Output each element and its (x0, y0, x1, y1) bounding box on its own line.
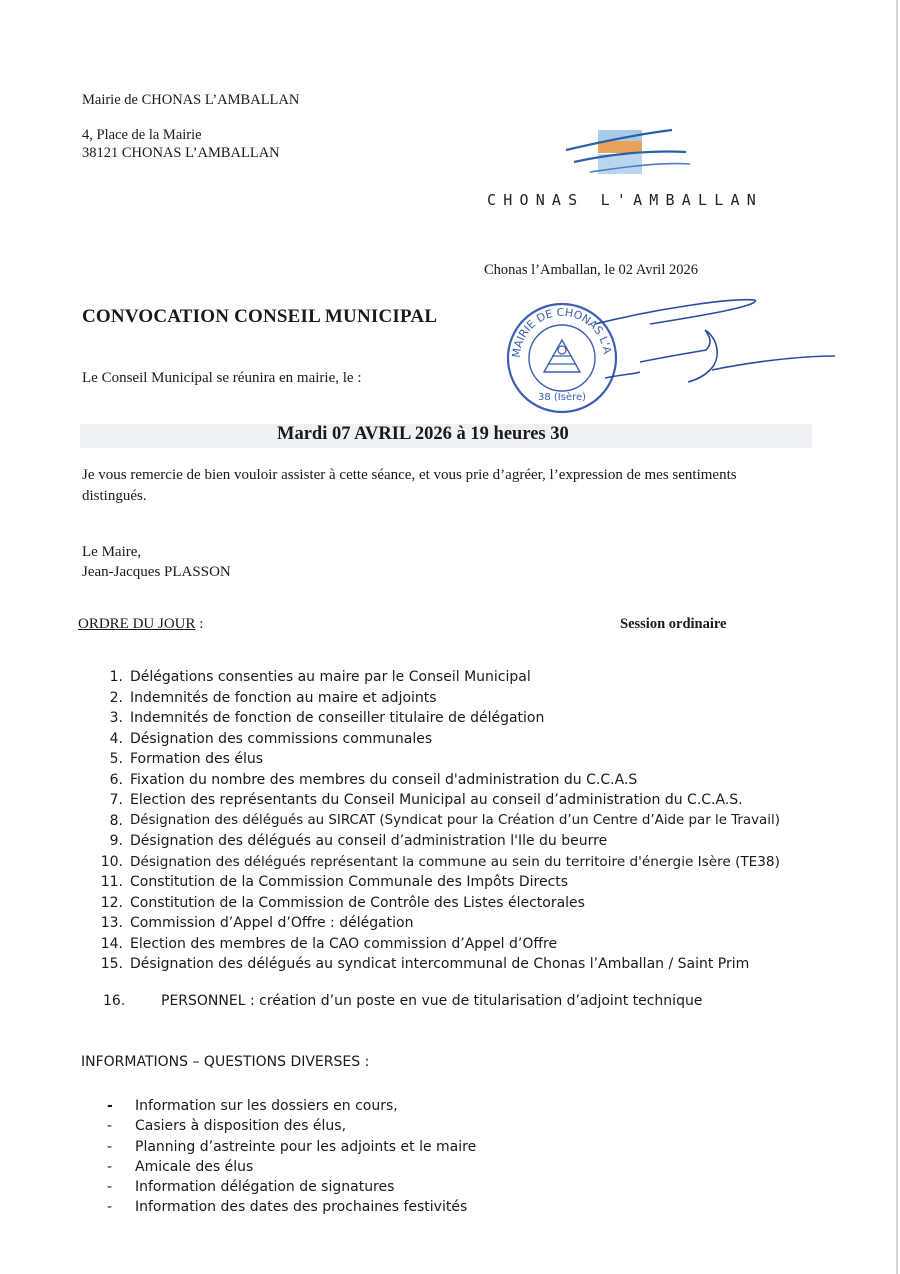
info-item-text: Information sur les dossiers en cours, (135, 1098, 398, 1114)
info-item (107, 1157, 707, 1177)
mairie-name: Mairie de CHONAS L’AMBALLAN (82, 92, 300, 108)
info-list (107, 1096, 707, 1218)
town-logo (560, 124, 700, 186)
logo-text: CHONAS L'AMBALLAN (487, 191, 763, 209)
address-line-2: 38121 CHONAS L’AMBALLAN (82, 145, 280, 161)
stamp-top-text: MAIRIE DE CHONAS L'A (509, 305, 614, 359)
dash-bullet-icon: - (107, 1158, 113, 1175)
agenda-item-number: 6. (109, 771, 123, 788)
info-item (107, 1177, 707, 1197)
seal-emblem-icon (544, 340, 580, 372)
signatory-name: Jean-Jacques PLASSON (82, 564, 231, 580)
agenda-item-number: 7. (109, 792, 123, 808)
agenda-item-text: Indemnités de fonction au maire et adjoints (130, 689, 437, 706)
agenda-item-number: 5. (109, 751, 123, 767)
agenda-item (80, 708, 810, 729)
agenda-item (80, 893, 810, 914)
place-date: Chonas l’Amballan, le 02 Avril 2026 (484, 262, 698, 278)
agenda-item-text: Délégations consenties au maire par le Conseil Municipal (130, 669, 531, 685)
agenda-item-text: Indemnités de fonction de conseiller titulaire de délégation (130, 710, 545, 726)
agenda-item (80, 934, 810, 955)
info-item (107, 1096, 707, 1116)
agenda-item-text: Désignation des délégués au SIRCAT (Syndicat pour la Création d’un Centre d’Aide par le Travail) (130, 812, 780, 828)
page-title: CONVOCATION CONSEIL MUNICIPAL (82, 306, 438, 327)
mayor-signature (595, 300, 835, 382)
agenda-item (80, 770, 810, 791)
info-item-text: Information des dates des prochaines festivités (135, 1199, 468, 1216)
agenda-item-number: 1. (109, 669, 123, 685)
agenda-item (80, 790, 810, 811)
agenda-item (80, 688, 810, 709)
agenda-item-text: Désignation des délégués au syndicat intercommunal de Chonas l’Amballan / Saint Prim (130, 956, 750, 972)
agenda-item (80, 913, 810, 934)
agenda-item-number: 11. (100, 874, 123, 890)
meeting-datetime: Mardi 07 AVRIL 2026 à 19 heures 30 (277, 424, 569, 444)
agenda-item-text: Commission d’Appel d’Offre : délégation (130, 915, 414, 931)
info-item-text: Casiers à disposition des élus, (135, 1118, 347, 1135)
agenda-item (80, 749, 810, 770)
agenda-item-16-text: PERSONNEL : création d’un poste en vue de titularisation d’adjoint technique (161, 993, 703, 1009)
agenda-item-number: 4. (109, 730, 123, 747)
info-item (107, 1197, 707, 1217)
agenda-item-number: 3. (109, 710, 123, 726)
info-item-text: Information délégation de signatures (135, 1179, 395, 1196)
agenda-item-text: Constitution de la Commission de Contrôle des Listes électorales (130, 894, 585, 911)
intro-text: Le Conseil Municipal se réunira en mairie, le : (82, 370, 362, 386)
agenda-item (80, 831, 810, 852)
page-edge-shadow (896, 0, 898, 1274)
dash-bullet-icon: - (107, 1118, 113, 1135)
agenda-item-number: 13. (100, 915, 123, 931)
stamp-signature-area (500, 296, 845, 416)
agenda-item-16-number: 16. (103, 993, 126, 1009)
dash-bullet-icon: - (107, 1138, 113, 1155)
agenda-item (80, 667, 810, 688)
agenda-item-text: Fixation du nombre des membres du conseil d'administration du C.C.A.S (130, 771, 638, 788)
closing-line-2: distingués. (82, 488, 147, 504)
agenda-item-text: Désignation des délégués au conseil d’administration l'Ile du beurre (130, 833, 608, 849)
agenda-item-text: Désignation des délégués représentant la commune au sein du territoire d'énergie Isère (TE38) (130, 853, 780, 870)
official-stamp (500, 296, 616, 412)
dash-bullet-icon: - (107, 1199, 113, 1216)
agenda-item-text: Constitution de la Commission Communale des Impôts Directs (130, 874, 569, 890)
agenda-label: ORDRE DU JOUR (78, 616, 196, 632)
agenda-item-number: 2. (109, 689, 123, 706)
agenda-item (80, 729, 810, 750)
info-item-text: Planning d’astreinte pour les adjoints et le maire (135, 1138, 477, 1155)
agenda-item-number: 8. (109, 812, 123, 829)
info-item (107, 1137, 707, 1157)
address-line-1: 4, Place de la Mairie (82, 127, 202, 143)
agenda-colon: : (195, 616, 204, 632)
agenda-item-number: 14. (100, 935, 123, 952)
stamp-bottom-text: 38 (Isère) (537, 392, 587, 403)
agenda-item-text: Election des membres de la CAO commission d’Appel d’Offre (130, 935, 558, 952)
agenda-heading (78, 614, 203, 634)
agenda-item-number: 15. (100, 956, 123, 972)
info-heading: INFORMATIONS – QUESTIONS DIVERSES : (81, 1054, 370, 1070)
signatory-title: Le Maire, (82, 544, 142, 560)
dash-bullet-icon: - (107, 1098, 113, 1114)
closing-line-1: Je vous remercie de bien vouloir assister à cette séance, et vous prie d’agréer, l’expression de mes sentiments (82, 467, 737, 483)
agenda-item (80, 954, 810, 975)
agenda-item-text: Election des représentants du Conseil Municipal au conseil d’administration du C.C.A.S. (130, 792, 743, 808)
agenda-list (80, 667, 810, 975)
dash-bullet-icon: - (107, 1179, 113, 1196)
session-type: Session ordinaire (620, 616, 727, 632)
agenda-item-text: Formation des élus (130, 751, 264, 767)
agenda-item-number: 10. (100, 853, 123, 870)
agenda-item-number: 9. (109, 833, 123, 849)
info-item-text: Amicale des élus (135, 1158, 254, 1175)
logo-sun-block (598, 141, 642, 153)
agenda-item (80, 852, 810, 873)
agenda-item-text: Désignation des commissions communales (130, 730, 433, 747)
info-item (107, 1116, 707, 1136)
agenda-item (80, 811, 810, 832)
agenda-item-number: 12. (100, 894, 123, 911)
agenda-item (80, 872, 810, 893)
